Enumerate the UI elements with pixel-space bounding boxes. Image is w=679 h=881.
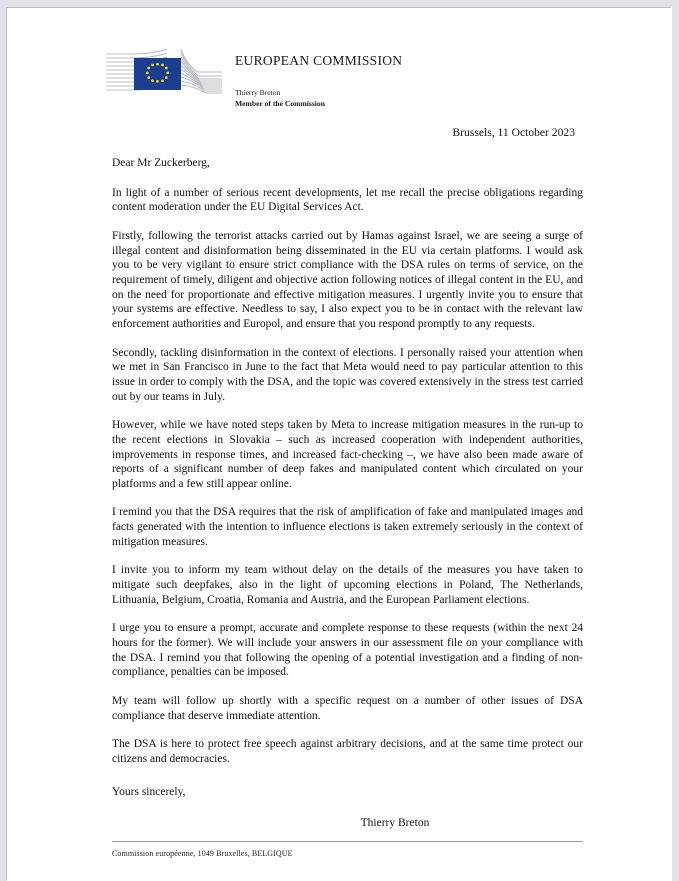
salutation: Dear Mr Zuckerberg, bbox=[112, 157, 210, 169]
organisation-name: EUROPEAN COMMISSION bbox=[235, 53, 403, 68]
signature-name: Thierry Breton bbox=[360, 817, 430, 830]
european-commission-emblem bbox=[105, 46, 223, 98]
dateline: Brussels, 11 October 2023 bbox=[452, 126, 575, 139]
paragraph: In light of a number of serious recent developments, let me recall the precise obligations regarding content moderation under the EU Digital Services Act. bbox=[112, 186, 583, 214]
letterhead-text bbox=[235, 54, 565, 109]
paragraph: I remind you that the DSA requires that the risk of amplification of fake and manipulated images and facts generated with the intention to influence elections is taken extremely seriously in the context of mitigation measures. bbox=[112, 506, 583, 548]
sender-identity bbox=[235, 87, 565, 109]
paragraph: Firstly, following the terrorist attacks carried out by Hamas against Israel, we are seeing a surge of illegal content and disinformation being disseminated in the EU via certain platforms. I would ask you to be very vigilant to ensure strict compliance with the DSA rules on terms of service, on the requirement of timely, diligent and objective action following notices of illegal content in the EU, and on the need for proportionate and effective mitigation measures. I urgently invite you to ensure that your systems are effective. Needless to say, I also expect you to be in contact with the relevant law enforcement authorities and Europol, and ensure that you respond promptly to any requests. bbox=[112, 229, 583, 330]
document-page bbox=[7, 8, 672, 881]
footer-address: Commission européenne, 1049 Bruxelles, BELGIQUE bbox=[112, 849, 293, 858]
letter-body bbox=[112, 156, 583, 831]
closing-salutation: Yours sincerely, bbox=[112, 785, 186, 798]
paragraph: The DSA is here to protect free speech against arbitrary decisions, and at the same time protect our citizens and democracies. bbox=[112, 738, 583, 765]
letterhead bbox=[105, 46, 575, 108]
paragraph: My team will follow up shortly with a specific request on a number of other issues of DSA compliance that deserve immediate attention. bbox=[112, 695, 583, 722]
paragraph: Secondly, tackling disinformation in the context of elections. I personally raised your attention when we met in San Francisco in June to the fact that Meta would need to pay particular attention to this issue in order to comply with the DSA, and the topic was covered extensively in the stress test carried out by our teams in July. bbox=[112, 346, 583, 403]
sender-name: Thierry Breton bbox=[235, 87, 281, 97]
sender-role: Member of the Commission bbox=[235, 98, 325, 108]
paragraph: However, while we have noted steps taken by Meta to increase mitigation measures in the run-up to the recent elections in Slovakia – such as increased cooperation with independent authorities, improvements in response times, and increased fact-checking –, we have also been made aware of reports of a significant number of deep fakes and manipulated content which circulated on your platforms and a few still appear online. bbox=[112, 419, 583, 490]
eu-flag-icon bbox=[134, 58, 181, 90]
right-wing-lines bbox=[181, 49, 222, 93]
paragraph: I invite you to inform my team without delay on the details of the measures you have taken to mitigate such deepfakes, also in the light of upcoming elections in Poland, The Netherlands, Lithuania, Belgium, Croatia, Romania and Austria, and the European Parliament elections. bbox=[112, 564, 583, 606]
page-shadow bbox=[7, 8, 672, 881]
footer-divider bbox=[112, 841, 583, 842]
paragraph: I urge you to ensure a prompt, accurate and complete response to these requests (within the next 24 hours for the former). We will include your answers in our assessment file on your compliance with the DSA. I remind you that following the opening of a potential investigation and a finding of non-compliance, penalties can be imposed. bbox=[112, 622, 583, 679]
